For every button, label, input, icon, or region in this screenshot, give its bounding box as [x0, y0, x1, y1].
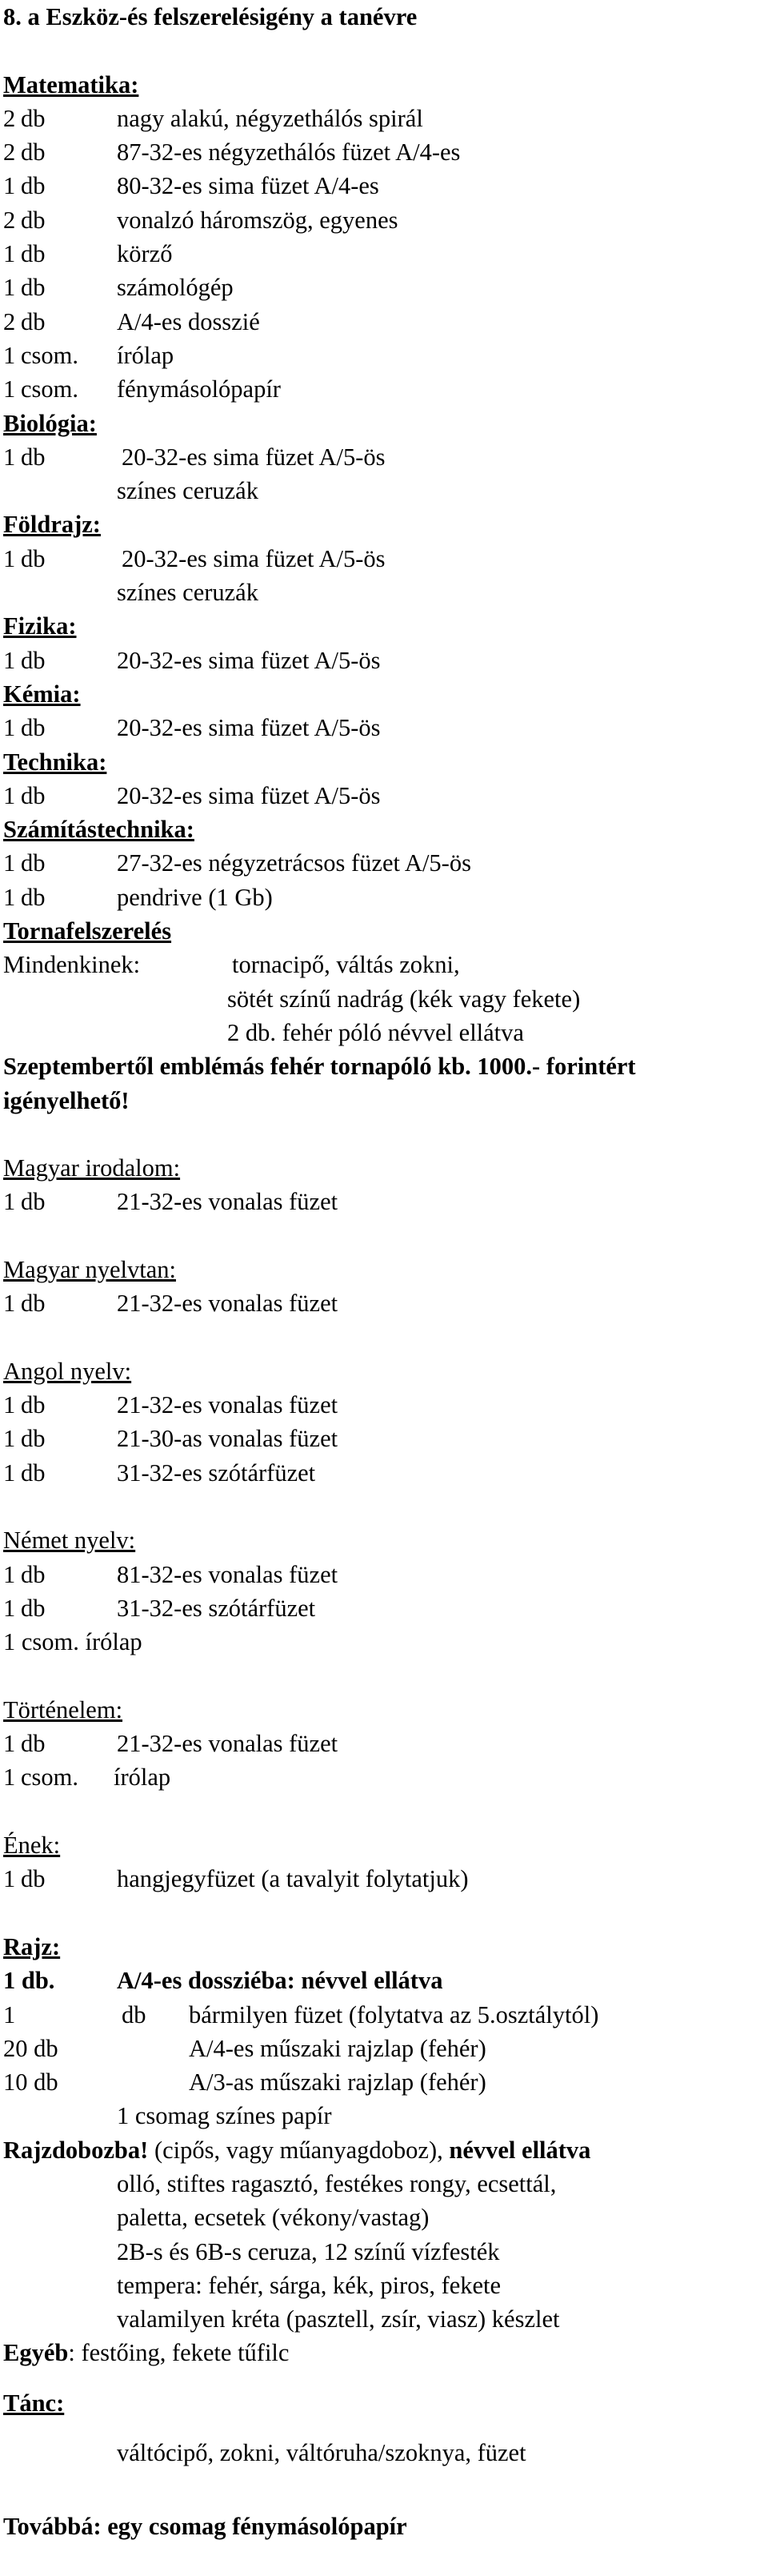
item: 21-30-as vonalas füzet	[117, 1425, 338, 1453]
qty: 1	[3, 1865, 16, 1893]
qty: 1	[3, 341, 16, 369]
item: körző	[117, 240, 173, 268]
item: 2 db. fehér póló névvel ellátva	[227, 1018, 524, 1046]
qty: 1	[3, 443, 16, 471]
qty: 1	[3, 1730, 16, 1758]
spacer	[3, 1117, 765, 1151]
list-item	[3, 1964, 765, 1997]
unit: db	[21, 274, 46, 302]
page-title: 8. a Eszköz-és felszerelésigény a tanévre	[3, 3, 418, 30]
list-item	[3, 881, 765, 914]
list-item	[3, 2032, 765, 2065]
art-box-line	[3, 2133, 765, 2167]
unit: db	[21, 1425, 46, 1453]
list-item	[3, 542, 765, 576]
section-heading-history: Történelem:	[3, 1695, 123, 1723]
section-heading-english: Angol nyelv:	[3, 1357, 132, 1385]
list-item	[3, 576, 765, 609]
item: olló, stiftes ragasztó, festékes rongy, ecsettál,	[117, 2170, 557, 2197]
qty: 1	[3, 1290, 16, 1318]
spacer	[3, 1659, 765, 1693]
list-item	[3, 135, 765, 169]
item: nagy alakú, négyzethálós spirál	[117, 104, 423, 132]
qty: 1	[3, 2000, 16, 2028]
list-item	[3, 1727, 765, 1760]
list-item	[3, 1558, 765, 1591]
qty: 2	[3, 104, 16, 132]
section-heading-german: Német nyelv:	[3, 1527, 136, 1555]
list-item	[3, 2099, 765, 2133]
art-box-label: Rajzdobozba!	[3, 2136, 149, 2164]
art-other-text: : festőing, fekete tűfilc	[68, 2339, 290, 2367]
unit: db	[21, 1730, 46, 1758]
qty: 2	[3, 206, 16, 234]
art-other-label: Egyéb	[3, 2339, 69, 2367]
section-heading-it: Számítástechnika:	[3, 816, 194, 844]
section-heading-technology: Technika:	[3, 748, 107, 776]
footer-note: Továbbá: egy csomag fénymásolópapír	[3, 2513, 407, 2541]
list-item	[3, 102, 765, 135]
qty: 1	[3, 172, 16, 200]
math-list	[3, 102, 765, 407]
qty: 20 db	[3, 2034, 58, 2062]
qty: 1	[3, 849, 16, 877]
unit: db	[21, 849, 46, 877]
art-other-line	[3, 2336, 765, 2369]
qty: 1	[3, 1763, 16, 1792]
qty: 1	[3, 1560, 16, 1588]
document	[3, 0, 765, 2544]
item: A/4-es dossziéba: névvel ellátva	[117, 1967, 443, 1995]
list-item	[3, 1286, 765, 1320]
item: pendrive (1 Gb)	[117, 883, 273, 911]
pe-note: Szeptembertől emblémás fehér tornapóló kb. 1000.- forintért igényelhető!	[3, 1053, 636, 1114]
item: hangjegyfüzet (a tavalyit folytatjuk)	[117, 1865, 469, 1893]
list-item	[3, 305, 765, 339]
section-heading-geography: Földrajz:	[3, 511, 101, 539]
section-heading-physics: Fizika:	[3, 612, 77, 640]
section-heading-music	[3, 1828, 765, 1862]
item: 21-32-es vonalas füzet	[117, 1290, 338, 1318]
list-item	[3, 2269, 765, 2302]
item: A/4-es műszaki rajzlap (fehér)	[189, 2034, 486, 2062]
qty: 2	[3, 307, 16, 335]
qty: 1	[3, 1594, 16, 1622]
unit: db	[21, 1459, 46, 1487]
item: 20-32-es sima füzet A/5-ös	[122, 443, 386, 471]
list-item	[3, 169, 765, 203]
spacer	[3, 1896, 765, 1930]
unit: db	[21, 104, 46, 132]
spacer	[3, 1219, 765, 1253]
list-item	[3, 1016, 765, 1049]
list-item	[3, 1422, 765, 1455]
qty: 1	[3, 883, 16, 911]
it-list	[3, 846, 765, 914]
list-item	[3, 203, 765, 237]
list-item	[3, 1185, 765, 1218]
unit: db	[122, 2000, 146, 2028]
list-item	[3, 1388, 765, 1422]
section-heading-dance: Tánc:	[3, 2389, 65, 2417]
unit: db	[21, 443, 46, 471]
unit: db	[21, 1391, 46, 1419]
list-item	[3, 2201, 765, 2234]
unit: db	[21, 240, 46, 268]
unit: csom.	[21, 341, 79, 369]
item: színes ceruzák	[117, 579, 258, 607]
list-item	[3, 711, 765, 744]
item: 31-32-es szótárfüzet	[117, 1594, 316, 1622]
item: számológép	[117, 274, 234, 302]
qty: 2	[3, 138, 16, 167]
spacer	[3, 2470, 765, 2510]
qty: 1	[3, 646, 16, 674]
list-item	[3, 1456, 765, 1490]
spacer	[3, 1490, 765, 1523]
item: 80-32-es sima füzet A/4-es	[117, 172, 379, 200]
list-item	[3, 2167, 765, 2201]
item: írólap	[114, 1763, 171, 1792]
item: 31-32-es szótárfüzet	[117, 1459, 316, 1487]
qty: 1	[3, 1459, 16, 1487]
list-item	[3, 440, 765, 474]
unit: csom.	[21, 1763, 79, 1792]
list-item	[3, 846, 765, 880]
art-box-bold: névvel ellátva	[449, 2136, 591, 2164]
item: A/3-as műszaki rajzlap (fehér)	[189, 2068, 486, 2097]
item: bármilyen füzet (folytatva az 5.osztálytól)	[189, 2000, 599, 2028]
list-item	[3, 2302, 765, 2336]
item: 20-32-es sima füzet A/5-ös	[117, 781, 381, 809]
list-item	[3, 644, 765, 677]
unit: db	[21, 1594, 46, 1622]
art-list	[3, 1998, 765, 2100]
spacer	[3, 1795, 765, 1828]
item: 20-32-es sima füzet A/5-ös	[117, 646, 381, 674]
unit: csom.	[21, 375, 79, 403]
section-heading-grammar: Magyar nyelvtan:	[3, 1255, 176, 1283]
art-box-paren: (cipős, vagy műanyagdoboz),	[148, 2136, 450, 2164]
spacer	[3, 34, 765, 67]
unit: db	[21, 1560, 46, 1588]
unit: db	[21, 138, 46, 167]
art-box-list	[3, 2167, 765, 2336]
qty: 1	[3, 274, 16, 302]
section-heading-pe: Tornafelszerelés	[3, 917, 172, 945]
list-item	[3, 982, 765, 1016]
list-item	[3, 2065, 765, 2099]
list-item	[3, 372, 765, 406]
section-heading-chemistry: Kémia:	[3, 680, 81, 708]
item: 20-32-es sima füzet A/5-ös	[117, 714, 381, 742]
item: 1 csom. írólap	[3, 1628, 142, 1656]
list-item	[3, 1998, 765, 2032]
unit: db	[21, 883, 46, 911]
qty: 1	[3, 1425, 16, 1453]
section-heading-art: Rajz:	[3, 1932, 61, 1960]
item: tornacipő, váltás zokni,	[232, 951, 460, 979]
qty: 1	[3, 240, 16, 268]
list-item	[3, 474, 765, 508]
pe-label: Mindenkinek:	[3, 951, 141, 979]
spacer	[3, 1321, 765, 1354]
unit: db	[21, 714, 46, 742]
item: 1 csomag színes papír	[117, 2102, 332, 2130]
item: 21-32-es vonalas füzet	[117, 1730, 338, 1758]
unit: db	[21, 544, 46, 572]
item: 21-32-es vonalas füzet	[117, 1188, 338, 1216]
section-heading-literature: Magyar irodalom:	[3, 1154, 181, 1182]
unit: db	[21, 172, 46, 200]
qty: 1	[3, 1188, 16, 1216]
german-list	[3, 1558, 765, 1626]
qty: 1	[3, 714, 16, 742]
list-item	[3, 1760, 765, 1794]
qty: 1	[3, 781, 16, 809]
list-item	[3, 779, 765, 813]
list-item	[3, 2436, 765, 2470]
item: sötét színű nadrág (kék vagy fekete)	[227, 985, 581, 1013]
unit: db	[21, 1865, 46, 1893]
list-item	[3, 2235, 765, 2269]
item: vonalzó háromszög, egyenes	[117, 206, 398, 234]
qty: 1	[3, 375, 16, 403]
qty: 1	[3, 544, 16, 572]
item: fénymásolópapír	[117, 375, 281, 403]
spacer	[3, 2370, 765, 2386]
item: 27-32-es négyzetrácsos füzet A/5-ös	[117, 849, 471, 877]
list-item	[3, 1862, 765, 1896]
item: paletta, ecsetek (vékony/vastag)	[117, 2204, 430, 2232]
unit: db	[21, 307, 46, 335]
list-item	[3, 237, 765, 271]
list-item	[3, 339, 765, 372]
item: 81-32-es vonalas füzet	[117, 1560, 338, 1588]
unit: db	[21, 1290, 46, 1318]
item: 2B-s és 6B-s ceruza, 12 színű vízfesték	[117, 2237, 500, 2265]
english-list	[3, 1388, 765, 1490]
item: írólap	[117, 341, 174, 369]
section-heading-biology: Biológia:	[3, 409, 97, 437]
list-item	[3, 1625, 765, 1659]
unit: db	[21, 781, 46, 809]
item: 87-32-es négyzethálós füzet A/4-es	[117, 138, 461, 167]
item: színes ceruzák	[117, 477, 258, 505]
item: tempera: fehér, sárga, kék, piros, fekete	[117, 2271, 502, 2299]
list-item	[3, 1591, 765, 1625]
list-item	[3, 948, 765, 981]
section-heading-math: Matematika:	[3, 70, 139, 98]
qty: 10 db	[3, 2068, 58, 2097]
item: valamilyen kréta (pasztell, zsír, viasz) készlet	[117, 2305, 560, 2333]
unit: db	[21, 646, 46, 674]
unit: db	[21, 206, 46, 234]
qty: 1 db.	[3, 1967, 55, 1995]
qty: 1	[3, 1391, 16, 1419]
list-item	[3, 271, 765, 304]
heading-text: Ének:	[3, 1832, 61, 1860]
item: 20-32-es sima füzet A/5-ös	[122, 544, 386, 572]
item: A/4-es dosszié	[117, 307, 260, 335]
item: 21-32-es vonalas füzet	[117, 1391, 338, 1419]
unit: db	[21, 1188, 46, 1216]
item: váltócipő, zokni, váltóruha/szoknya, füzet	[117, 2439, 526, 2467]
